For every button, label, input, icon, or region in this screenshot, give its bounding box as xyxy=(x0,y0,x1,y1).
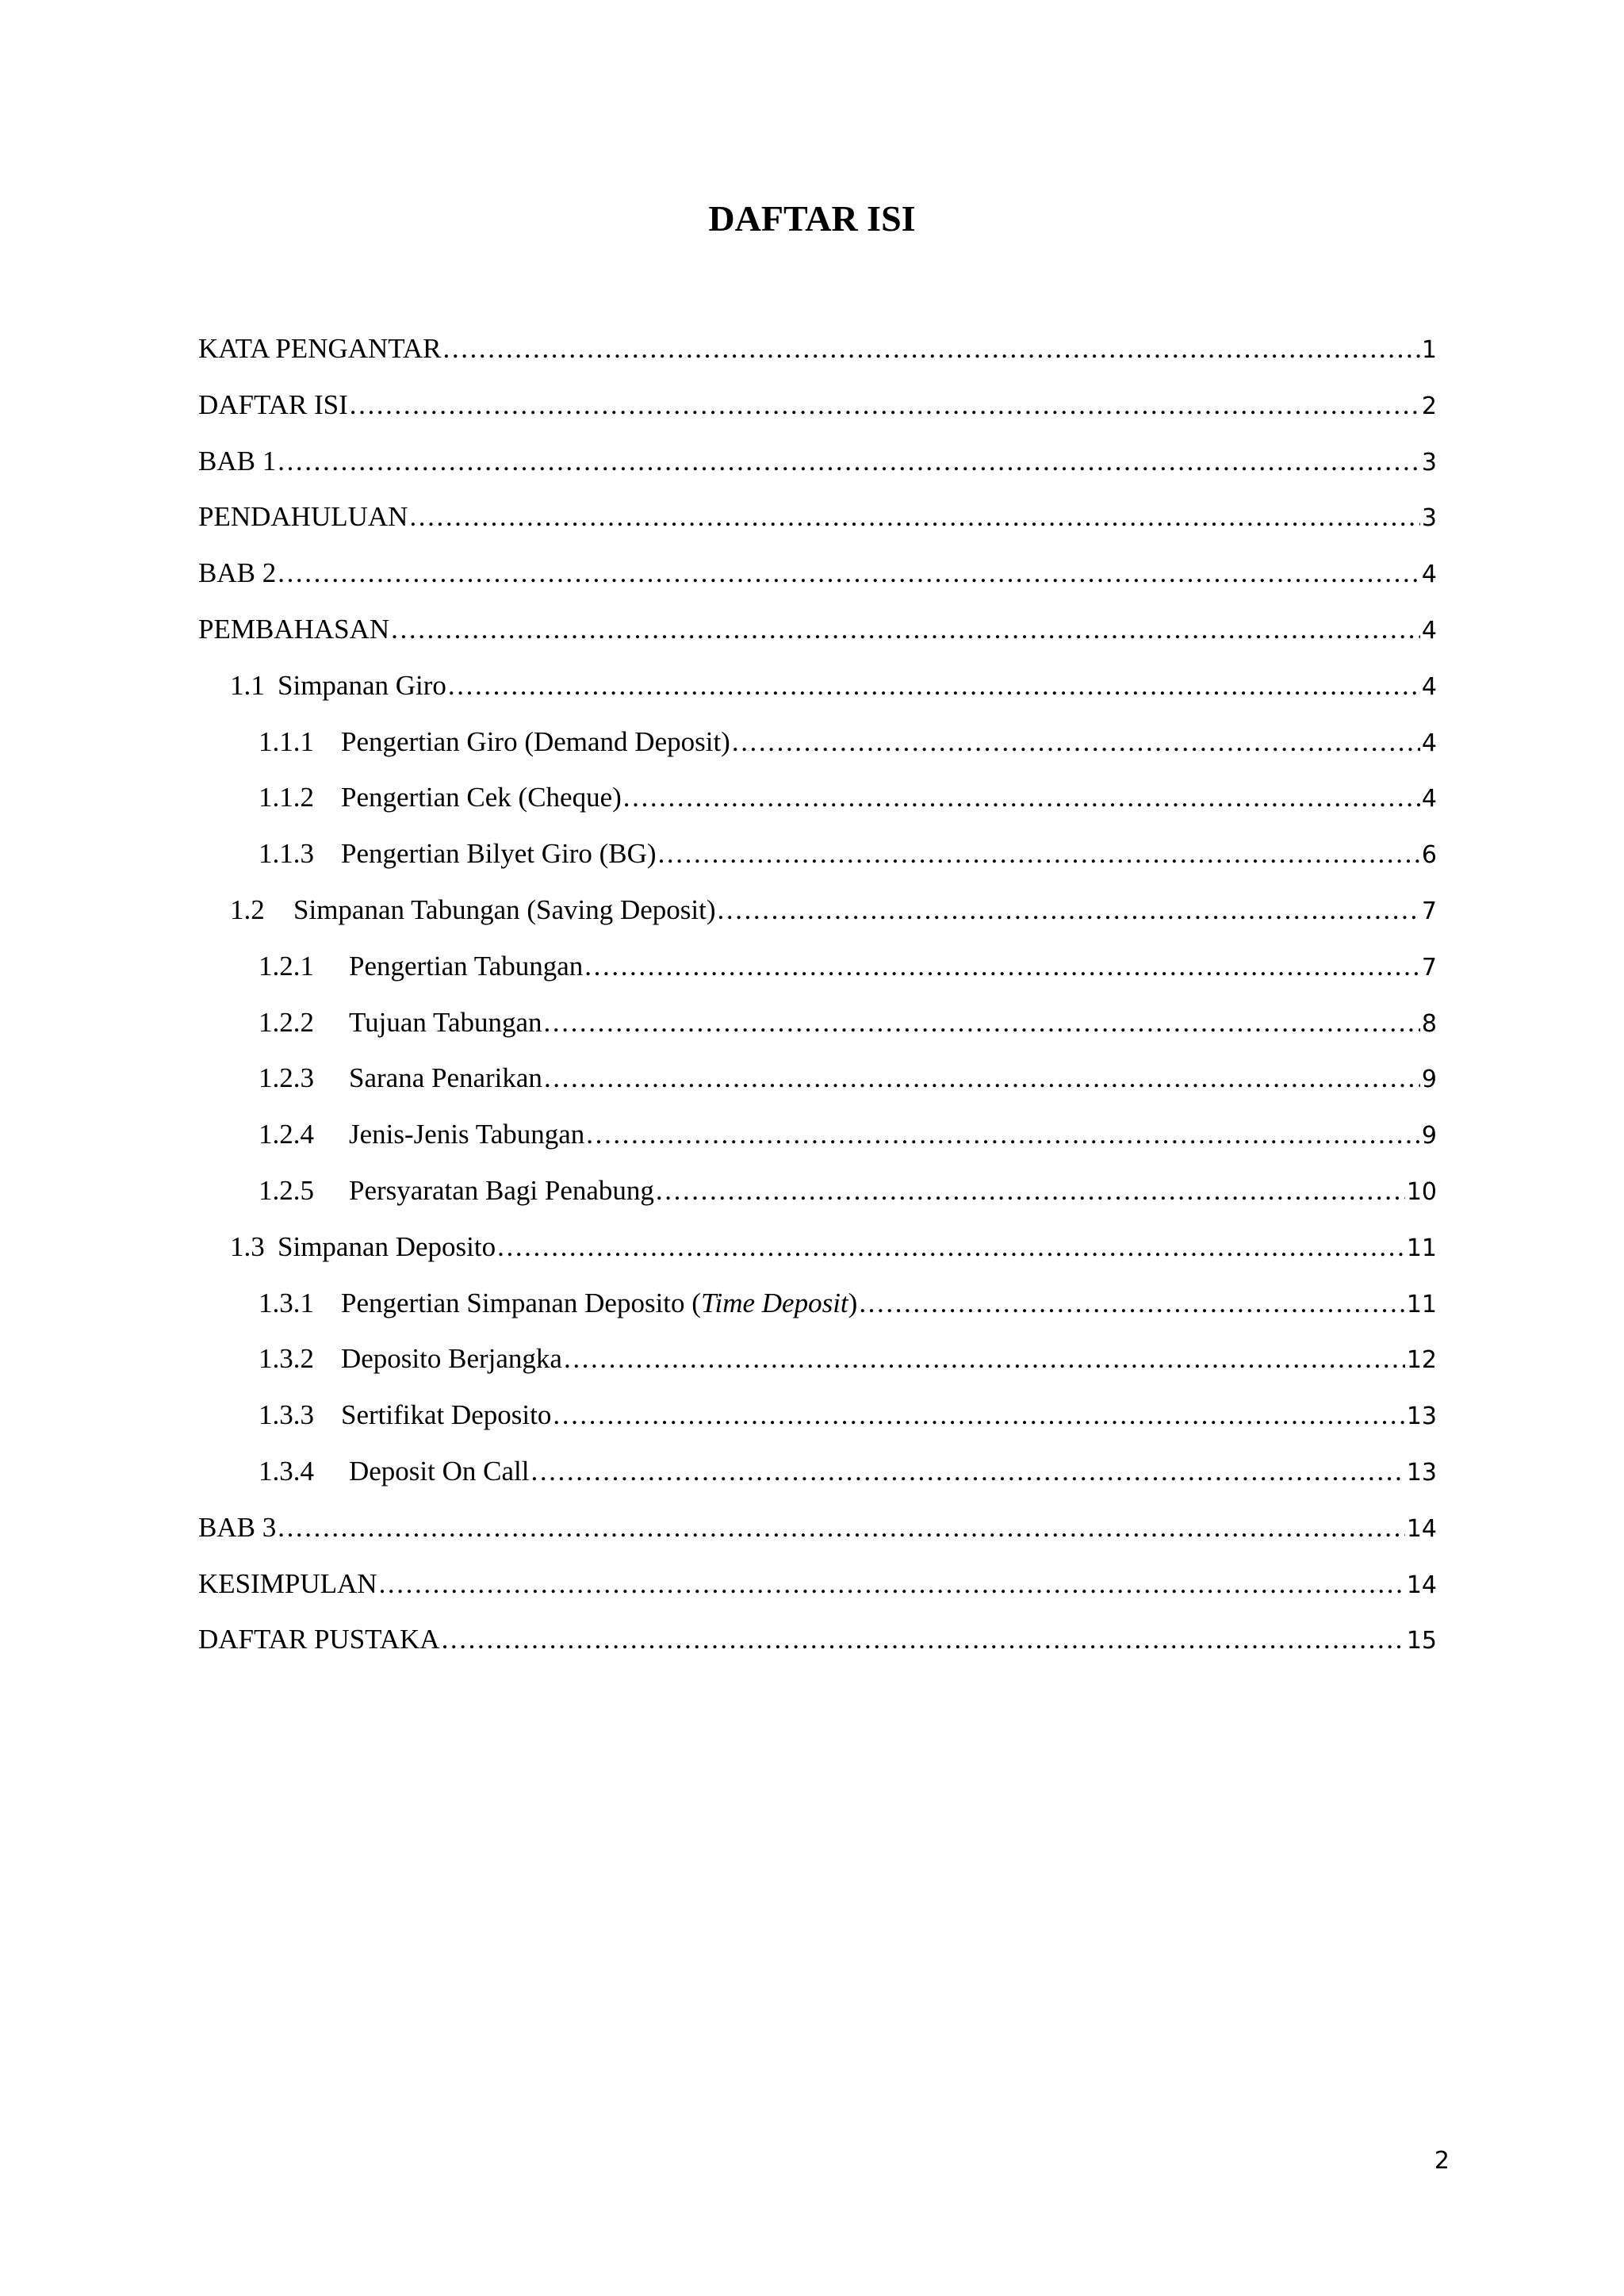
toc-entry-number: 1.3.3 xyxy=(259,1399,314,1431)
toc-entry-page: 4 xyxy=(1421,561,1437,589)
toc-entry[interactable] xyxy=(198,489,1437,545)
toc-dot-leader xyxy=(379,1556,1405,1613)
toc-dot-leader xyxy=(656,1163,1405,1219)
toc-entry-label: Pengertian Bilyet Giro (BG) xyxy=(341,838,657,870)
toc-entry-label: BAB 3 xyxy=(198,1511,277,1543)
toc-dot-leader xyxy=(564,1331,1405,1387)
toc-entry-page: 6 xyxy=(1421,841,1437,870)
toc-dot-leader xyxy=(409,489,1419,545)
toc-entry-label xyxy=(341,1276,857,1332)
toc-entry-page: 7 xyxy=(1421,897,1437,925)
toc-dot-leader xyxy=(718,882,1420,939)
toc-entry-page: 2 xyxy=(1421,392,1437,420)
toc-entry-number: 1.3.1 xyxy=(259,1287,314,1318)
toc-entry-label: Deposit On Call xyxy=(349,1455,530,1487)
toc-dot-leader xyxy=(658,826,1420,882)
toc-entry-page: 12 xyxy=(1406,1346,1437,1375)
toc-entry-label: Pengertian Cek (Cheque) xyxy=(341,782,622,813)
toc-dot-leader xyxy=(584,939,1420,995)
toc-entry-page: 14 xyxy=(1406,1571,1437,1599)
toc-entry-number: 1.3.4 xyxy=(259,1455,314,1487)
toc-entry[interactable] xyxy=(198,882,1437,939)
table-of-contents xyxy=(198,321,1437,1668)
toc-entry-label: Simpanan Tabungan (Saving Deposit) xyxy=(293,894,716,925)
toc-entry[interactable] xyxy=(198,1612,1437,1668)
toc-dot-leader xyxy=(586,1107,1420,1163)
toc-dot-leader xyxy=(278,545,1420,602)
toc-entry-label: Sarana Penarikan xyxy=(349,1062,542,1094)
toc-entry[interactable] xyxy=(198,321,1437,377)
toc-entry-number: 1.1.2 xyxy=(259,782,314,813)
toc-entry[interactable] xyxy=(198,770,1437,826)
toc-entry-label: BAB 1 xyxy=(198,445,277,476)
toc-entry-page: 9 xyxy=(1421,1122,1437,1150)
toc-entry-label: Deposito Berjangka xyxy=(341,1343,562,1375)
toc-entry-label: PEMBAHASAN xyxy=(198,613,390,645)
toc-dot-leader xyxy=(530,1444,1404,1500)
toc-entry-number: 1.2.3 xyxy=(259,1062,314,1094)
toc-dot-leader xyxy=(859,1276,1405,1332)
toc-entry-number: 1.1.3 xyxy=(259,838,314,870)
toc-entry-number: 1.3 xyxy=(230,1230,265,1262)
toc-entry[interactable] xyxy=(198,1387,1437,1444)
toc-entry-page: 15 xyxy=(1406,1627,1437,1655)
toc-entry[interactable] xyxy=(198,377,1437,434)
toc-entry-label-italic: Time Deposit xyxy=(700,1287,848,1318)
toc-dot-leader xyxy=(553,1387,1404,1444)
toc-entry-label: KESIMPULAN xyxy=(198,1567,377,1599)
toc-entry[interactable] xyxy=(198,1163,1437,1219)
toc-entry-page: 13 xyxy=(1406,1402,1437,1431)
toc-dot-leader xyxy=(448,658,1420,714)
toc-entry-label: Pengertian Tabungan xyxy=(349,950,584,982)
toc-entry[interactable] xyxy=(198,602,1437,658)
toc-entry-page: 11 xyxy=(1406,1290,1437,1318)
toc-entry-number: 1.2.1 xyxy=(259,950,314,982)
toc-entry-label: Jenis-Jenis Tabungan xyxy=(349,1119,585,1150)
toc-entry-number: 1.2.5 xyxy=(259,1174,314,1206)
toc-entry-number: 1.1 xyxy=(230,669,265,701)
toc-entry-label: DAFTAR ISI xyxy=(198,388,348,420)
toc-entry-page: 1 xyxy=(1421,336,1437,364)
toc-entry-label-end: ) xyxy=(848,1287,858,1318)
toc-dot-leader xyxy=(350,377,1420,434)
toc-entry-number: 1.1.1 xyxy=(259,725,314,757)
toc-entry-label: Simpanan Deposito xyxy=(278,1230,496,1262)
toc-entry-page: 14 xyxy=(1406,1514,1437,1543)
toc-entry-page: 4 xyxy=(1421,785,1437,813)
toc-entry-label: DAFTAR PUSTAKA xyxy=(198,1624,440,1655)
toc-entry[interactable] xyxy=(198,658,1437,714)
toc-dot-leader xyxy=(732,714,1420,771)
toc-entry-label: BAB 2 xyxy=(198,557,277,589)
toc-entry-label: Persyaratan Bagi Penabung xyxy=(349,1174,654,1206)
toc-dot-leader xyxy=(442,1612,1405,1668)
toc-entry-number: 1.2.2 xyxy=(259,1006,314,1038)
toc-entry-page: 10 xyxy=(1406,1177,1437,1206)
toc-entry-page: 9 xyxy=(1421,1066,1437,1094)
toc-entry-page: 13 xyxy=(1406,1458,1437,1487)
page-number: 2 xyxy=(1434,2147,1450,2175)
toc-entry[interactable] xyxy=(198,1331,1437,1387)
toc-entry[interactable] xyxy=(198,545,1437,602)
toc-entry[interactable] xyxy=(198,1276,1437,1332)
toc-entry[interactable] xyxy=(198,1444,1437,1500)
toc-entry-number: 1.2 xyxy=(230,894,265,925)
toc-entry[interactable] xyxy=(198,1219,1437,1276)
toc-entry-page: 4 xyxy=(1421,672,1437,701)
toc-entry-page: 11 xyxy=(1406,1234,1437,1262)
toc-entry[interactable] xyxy=(198,939,1437,995)
toc-entry[interactable] xyxy=(198,826,1437,882)
toc-entry-page: 8 xyxy=(1421,1009,1437,1038)
toc-entry[interactable] xyxy=(198,995,1437,1051)
page-title: DAFTAR ISI xyxy=(708,198,916,239)
toc-dot-leader xyxy=(391,602,1420,658)
toc-dot-leader xyxy=(623,770,1420,826)
toc-entry[interactable] xyxy=(198,1556,1437,1613)
toc-entry-label: Simpanan Giro xyxy=(278,669,446,701)
toc-dot-leader xyxy=(544,995,1420,1051)
toc-entry-page: 3 xyxy=(1421,448,1437,476)
toc-dot-leader xyxy=(443,321,1420,377)
toc-entry-label: PENDAHULUAN xyxy=(198,501,408,533)
toc-dot-leader xyxy=(544,1050,1420,1107)
toc-entry[interactable] xyxy=(198,434,1437,490)
toc-dot-leader xyxy=(278,434,1420,490)
toc-entry-label: KATA PENGANTAR xyxy=(198,333,442,364)
toc-entry[interactable] xyxy=(198,1107,1437,1163)
toc-entry-label: Pengertian Giro (Demand Deposit) xyxy=(341,725,730,757)
toc-entry[interactable] xyxy=(198,714,1437,771)
toc-entry[interactable] xyxy=(198,1050,1437,1107)
toc-entry-page: 4 xyxy=(1421,729,1437,757)
toc-entry-label: Tujuan Tabungan xyxy=(349,1006,542,1038)
toc-entry-number: 1.2.4 xyxy=(259,1119,314,1150)
toc-entry-label-start: Pengertian Simpanan Deposito ( xyxy=(341,1287,701,1318)
toc-entry[interactable] xyxy=(198,1500,1437,1556)
toc-entry-page: 4 xyxy=(1421,616,1437,645)
toc-entry-page: 7 xyxy=(1421,953,1437,982)
toc-dot-leader xyxy=(278,1500,1405,1556)
toc-entry-number: 1.3.2 xyxy=(259,1343,314,1375)
toc-entry-page: 3 xyxy=(1421,504,1437,533)
toc-dot-leader xyxy=(497,1219,1405,1276)
toc-entry-label: Sertifikat Deposito xyxy=(341,1399,552,1431)
